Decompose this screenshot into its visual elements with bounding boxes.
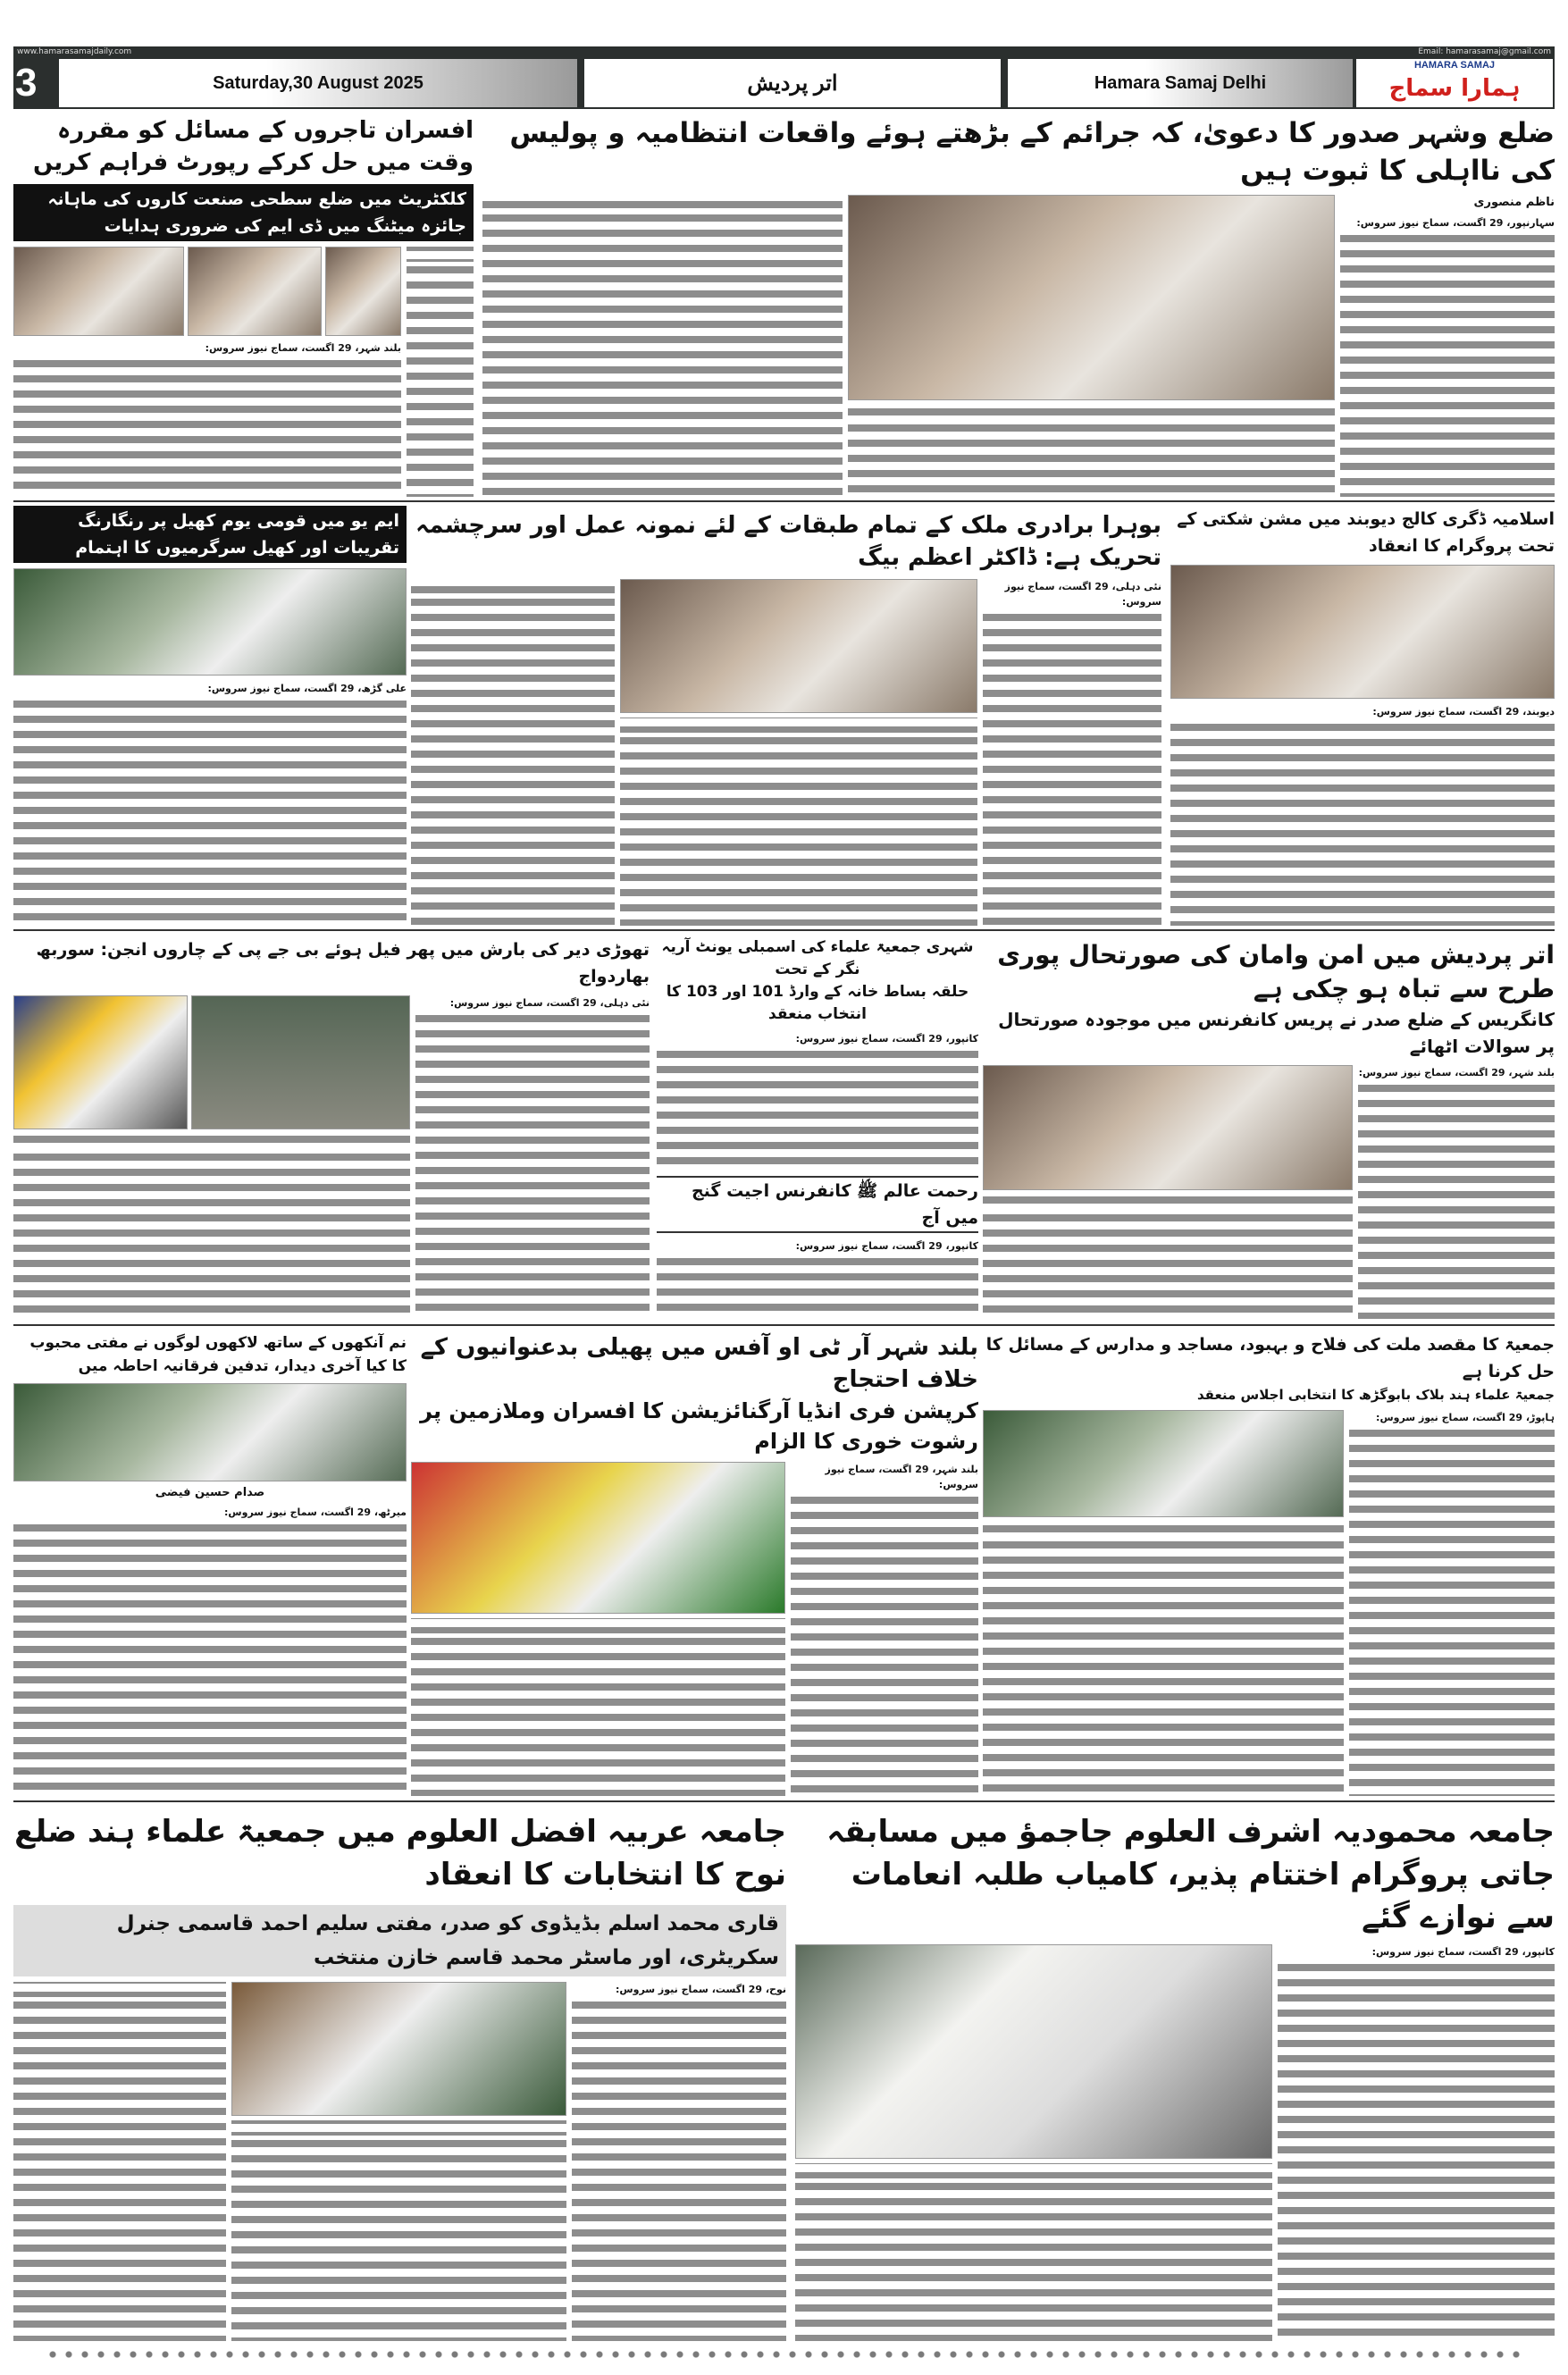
headline: جمعیۃ کا مقصد ملت کی فلاح و بہبود، مساجد و مدارس کے مسائل کا حل کرنا ہے: [985, 1335, 1555, 1381]
photo: [325, 247, 401, 336]
dateline: بلند شہر، 29 اگست، سماج نیوز سروس:: [13, 340, 401, 356]
text-column: [572, 1982, 786, 2341]
photo-row: [13, 247, 401, 336]
dateline: بلند شہر، 29 اگست، سماج نیوز سروس:: [1358, 1067, 1555, 1078]
photo: [795, 1944, 1272, 2159]
article-body: [13, 340, 401, 497]
text-column: [1349, 1410, 1555, 1796]
article-content: [13, 568, 407, 926]
text-column: [482, 195, 843, 497]
divider: [13, 500, 1555, 502]
divider: [13, 929, 1555, 931]
dateline: نئی دہلی، 29 اگست، سماج نیوز سروس:: [415, 995, 650, 1011]
photo-column: [620, 579, 977, 926]
article-body: [411, 1618, 785, 1796]
article-crime: [482, 114, 1555, 497]
dateline: ہاپوڑ، 29 اگست، سماج نیوز سروس:: [1349, 1410, 1555, 1425]
article-body: [848, 405, 1335, 497]
article-jamiat-babugarh: [983, 1331, 1555, 1796]
dateline: دیوبند، 29 اگست، سماج نیوز سروس:: [1170, 704, 1555, 719]
headline: نم آنکھوں کے ساتھ لاکھوں لوگوں نے مفتی محبوب کا کیا آخری دیدار، تدفین فرقانیہ احاطہ میں: [29, 1334, 407, 1375]
photo: [13, 247, 184, 336]
logo: [1356, 59, 1553, 107]
headline: بوہرا برادری ملک کے تمام طبقات کے لئے نمونہ عمل اور سرچشمہ تحریک ہے: ڈاکٹر اعظم بیگ: [415, 512, 1161, 571]
edition: Hamara Samaj Delhi: [1008, 59, 1353, 107]
article-amu-sports: [13, 506, 407, 926]
photo: [191, 995, 410, 1129]
article-body: [795, 2163, 1272, 2341]
article-content: [411, 1462, 978, 1796]
top-strip: [13, 46, 1555, 57]
article-rahmat-alam: [657, 1176, 978, 1319]
headline: بلند شہر آر ٹی او آفس میں پھیلی بدعنوانیوں کے خلاف احتجاج: [420, 1334, 978, 1393]
subheadline: جمعیۃ علماء ہند بلاک بابوگڑھ کا انتخابی اجلاس منعقد: [1196, 1387, 1555, 1403]
article-law-order: [983, 938, 1555, 1319]
photo-column: [848, 195, 1335, 497]
headline: جامعہ محمودیہ اشرف العلوم جاجمؤ میں مسابقہ جاتی پروگرام اختتام پذیر، کامیاب طلبہ انعامات سے نوازے گئے: [826, 1814, 1555, 1935]
photo-column: [411, 1462, 785, 1796]
dateline: سہارنپور، 29 اگست، سماج نیوز سروس:: [1340, 215, 1555, 231]
photo: [13, 995, 188, 1129]
article-content: [983, 1410, 1555, 1796]
article-body: [983, 579, 1161, 926]
divider: [13, 1324, 1555, 1326]
article-afzal-uloom: [13, 1810, 786, 2341]
headline: رحمت عالم ﷺ کانفرنس اجیت گنج میں آج: [657, 1176, 978, 1233]
article-body: [13, 1505, 407, 1796]
article-body: [13, 1134, 410, 1319]
article-body: [231, 2120, 566, 2341]
article-jamia-mahmoodia: [795, 1810, 1555, 2341]
text-column: [1340, 195, 1555, 497]
headline: تھوڑی دیر کی بارش میں پھر فیل ہوئے بی جے پی کے چاروں انجن: سوربھ بھاردواج: [36, 940, 650, 986]
article-mufti-mehboob: [13, 1331, 407, 1796]
dateline: میرٹھ، 29 اگست، سماج نیوز سروس:: [13, 1505, 407, 1520]
photo: [983, 1410, 1344, 1517]
headline: ایم یو میں قومی یوم کھیل پر رنگارنگ تقریبات اور کھیل سرگرمیوں کا اہتمام: [13, 506, 407, 563]
photo: [848, 195, 1335, 400]
dateline: نوح، 29 اگست، سماج نیوز سروس:: [572, 1982, 786, 1997]
text-column: [407, 247, 474, 497]
article-content: [411, 579, 1161, 926]
subheadline: کلکٹریٹ میں ضلع سطحی صنعت کاروں کی ماہانہ جائزہ میٹنگ میں ڈی ایم کی ضروری ہدایات: [13, 184, 474, 241]
article-body: [1349, 1410, 1555, 1796]
photo: [188, 247, 322, 336]
divider: [13, 1800, 1555, 1802]
article-traders: [13, 114, 474, 497]
headline: اتر پردیش میں امن وامان کی صورتحال پوری طرح سے تباہ ہو چکی ہے: [997, 940, 1555, 1003]
photo-column: [13, 247, 401, 497]
photo: [13, 1383, 407, 1481]
subheadline: قاری محمد اسلم بڈیڈوی کو صدر، مفتی سلیم احمد قاسمی جنرل سکریٹری، اور ماسٹر محمد قاسم خازن منتخب: [13, 1905, 786, 1976]
photo: [411, 1462, 785, 1614]
article-bohra: [411, 509, 1161, 926]
logo-ur: ہمارا سماج: [1388, 75, 1521, 102]
headline: اسلامیہ ڈگری کالج دیوبند میں مشن شکتی کے تحت پروگرام کا انعقاد: [1177, 509, 1555, 556]
photo-column: [795, 1944, 1272, 2341]
article-content: [13, 995, 650, 1319]
text-column: [791, 1462, 978, 1796]
photo-row: [13, 995, 410, 1129]
dateline: علی گڑھ، 29 اگست، سماج نیوز سروس:: [13, 681, 407, 696]
byline: ناظم منصوری: [1473, 196, 1555, 209]
article-body: [482, 195, 843, 497]
text-column: [1358, 1065, 1555, 1319]
byline: صدام حسین فیضی: [155, 1486, 265, 1499]
email: Email: hamarasamaj@gmail.com: [1418, 47, 1551, 56]
date: Saturday,30 August 2025: [59, 59, 577, 107]
photo-column: [13, 995, 410, 1319]
text-column: [13, 1982, 226, 2341]
article-rain: [13, 936, 650, 1319]
article-content: [657, 1238, 978, 1319]
article-body: [1278, 1944, 1555, 2341]
photo-column: [983, 1065, 1353, 1319]
article-islamia-college: [1170, 506, 1555, 926]
headline: افسران تاجروں کے مسائل کو مقررہ وقت میں حل کرکے رپورٹ فراہم کریں: [32, 117, 474, 176]
article-body: [791, 1462, 978, 1796]
page-number: 3: [15, 61, 38, 105]
article-content: [795, 1944, 1555, 2341]
article-jamiat-arya-nagar: [657, 936, 978, 1171]
article-body: [1358, 1065, 1555, 1319]
dateline: کانپور، 29 اگست، سماج نیوز سروس:: [657, 1238, 978, 1254]
dateline: بلند شہر، 29 اگست، سماج نیوز سروس:: [791, 1462, 978, 1492]
article-content: [482, 195, 1555, 497]
article-body: [1340, 215, 1555, 497]
subheadline: کانگریس کے ضلع صدر نے پریس کانفرنس میں موجودہ صورتحال پر سوالات اٹھائے: [998, 1009, 1555, 1057]
article-content: [13, 1383, 407, 1796]
logo-en: HAMARA SAMAJ: [1413, 60, 1496, 71]
headline: ضلع وشہر صدور کا دعویٰ، کہ جرائم کے بڑھتے ہوئے واقعات انتظامیہ و پولیس کی نااہلی کا ثبوت ہیں: [509, 117, 1555, 187]
photo: [620, 579, 977, 713]
article-body: [983, 1195, 1353, 1319]
subheadline: حلقہ بساط خانہ کے وارڈ 101 اور 103 کا انتخاب منعقد: [666, 983, 969, 1023]
article-body: [657, 1238, 978, 1319]
text-column: [411, 579, 615, 926]
article-body: [407, 247, 474, 497]
photo: [1170, 565, 1555, 699]
article-body: [983, 1522, 1344, 1796]
article-body: [411, 579, 615, 926]
photo-column: [983, 1410, 1344, 1796]
article-content: [657, 1031, 978, 1171]
photo: [983, 1065, 1353, 1190]
website-url[interactable]: www.hamarasamajdaily.com: [17, 47, 132, 56]
text-column: [983, 579, 1161, 926]
article-content: [983, 1065, 1555, 1319]
section-title: اتر پردیش: [584, 59, 1001, 107]
photo: [13, 568, 407, 676]
text-column: [1278, 1944, 1555, 2341]
text-column: [415, 995, 650, 1319]
dateline: کانپور، 29 اگست، سماج نیوز سروس:: [1278, 1944, 1555, 1960]
article-body: [572, 1982, 786, 2341]
subheadline: کرپشن فری انڈیا آرگنائزیشن کا افسران وملازمین پر رشوت خوری کا الزام: [420, 1398, 978, 1454]
article-body: [657, 1031, 978, 1171]
article-body: [13, 1982, 226, 2341]
photo-column: [231, 1982, 566, 2341]
headline: جامعہ عربیہ افضل العلوم میں جمعیۃ علماء ہند ضلع نوح کا انتخابات کا انعقاد: [14, 1814, 786, 1892]
article-body: [415, 995, 650, 1319]
photo: [231, 1982, 566, 2116]
article-content: [13, 1982, 786, 2341]
article-content: [13, 247, 474, 497]
dateline: نئی دہلی، 29 اگست، سماج نیوز سروس:: [983, 579, 1161, 609]
headline: شہری جمعیۃ علماء کی اسمبلی یونٹ آریہ نگر کے تحت: [661, 938, 974, 978]
footer-dots: [45, 2350, 1523, 2359]
article-body: [1170, 704, 1555, 926]
article-body: [13, 681, 407, 926]
article-rto-protest: [411, 1331, 978, 1796]
dateline: کانپور، 29 اگست، سماج نیوز سروس:: [657, 1031, 978, 1046]
article-body: [620, 718, 977, 926]
article-content: [1170, 565, 1555, 926]
